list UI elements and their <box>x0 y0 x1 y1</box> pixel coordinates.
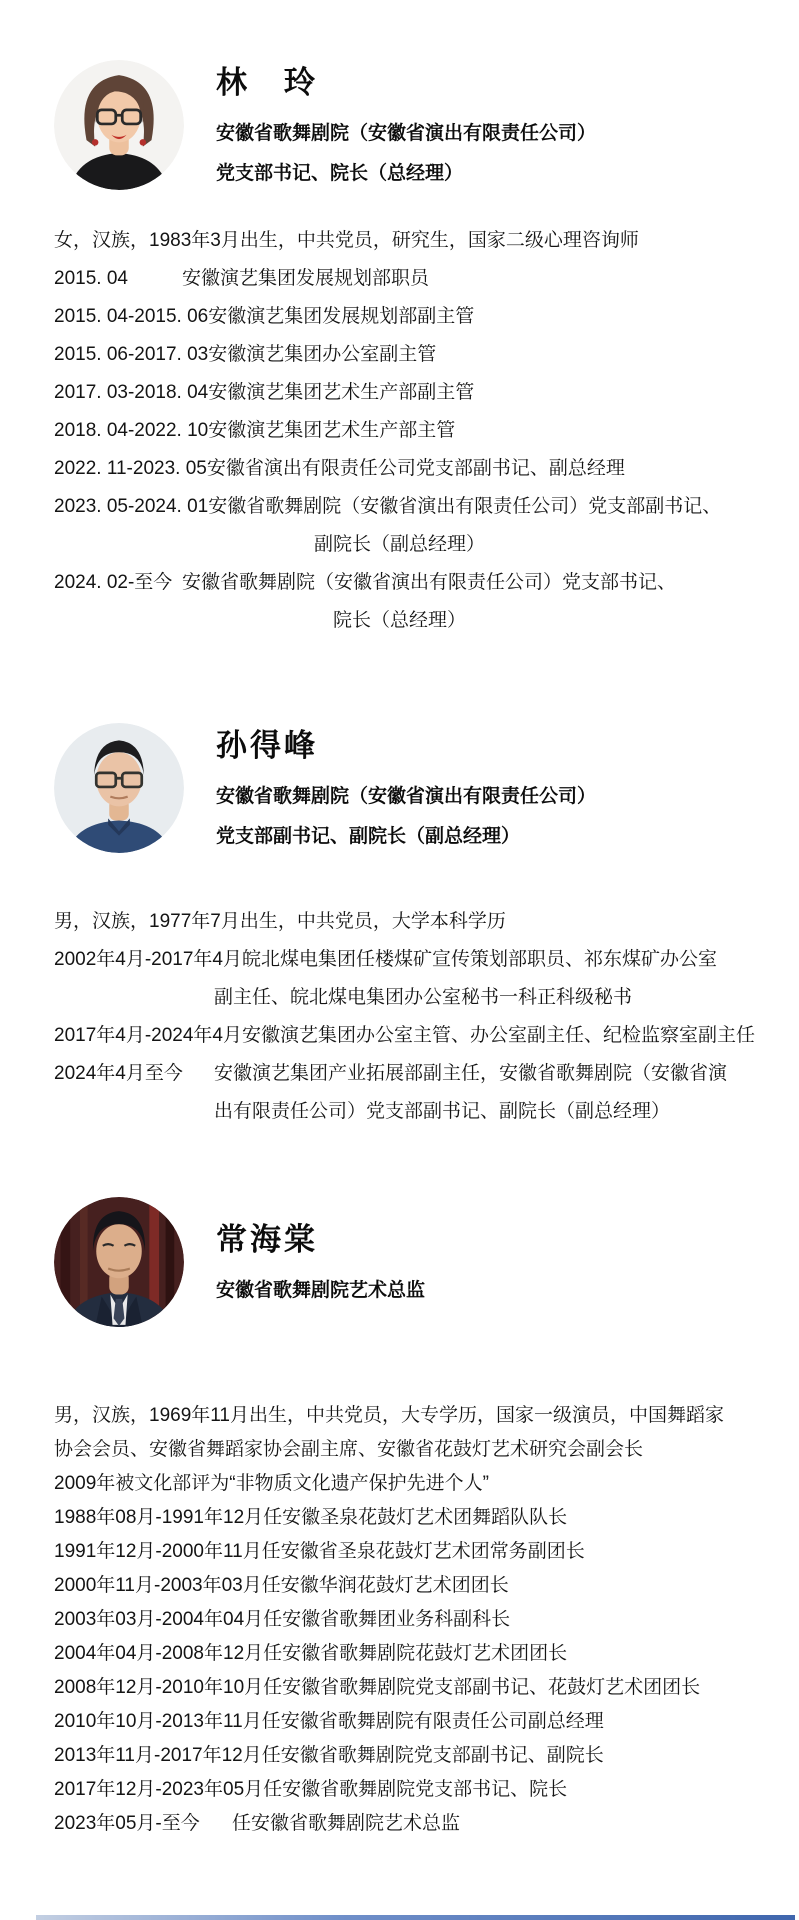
portrait-photo <box>54 60 184 190</box>
timeline-entry <box>54 298 745 336</box>
timeline-position: 任安徽省歌舞剧院花鼓灯艺术团团长 <box>263 1643 568 1664</box>
timeline-position: 安徽演艺集团艺术生产部主管 <box>208 420 456 441</box>
portrait-photo <box>54 1197 184 1327</box>
timeline-entry <box>54 374 745 412</box>
timeline-entry <box>54 1017 756 1055</box>
timeline-position: 任安徽省歌舞剧院艺术总监 <box>232 1813 461 1834</box>
timeline-position: 安徽省歌舞剧院（安徽省演出有限责任公司）党支部书记、 <box>182 572 677 593</box>
timeline-position: 安徽演艺集团办公室主管、办公室副主任、纪检监察室副主任 <box>242 1025 756 1046</box>
timeline-date: 2015. 04-2015. 06 <box>54 306 209 327</box>
biography-text-block <box>54 222 745 640</box>
timeline-entry <box>54 1569 745 1603</box>
timeline-position: 任安徽省圣泉花鼓灯艺术团常务副团长 <box>261 1541 585 1562</box>
timeline-entry <box>54 1807 745 1841</box>
timeline-entry <box>54 412 745 450</box>
timeline-date: 2010年10月-2013年11月 <box>54 1711 262 1732</box>
timeline-entry <box>54 488 745 526</box>
timeline-entry <box>54 1535 745 1569</box>
timeline-date: 2002年4月-2017年4月 <box>54 949 242 970</box>
profile-header <box>54 723 745 853</box>
timeline-position: 任安徽省歌舞团业务科副科长 <box>263 1609 511 1630</box>
timeline-position: 安徽演艺集团产业拓展部副主任，安徽省歌舞剧院（安徽省演 <box>214 1063 728 1084</box>
timeline-entry <box>54 1739 745 1773</box>
person-name: 林 玲 <box>216 64 318 101</box>
person-organization: 安徽省歌舞剧院艺术总监 <box>216 1279 426 1301</box>
timeline-position: 任安徽省歌舞剧院有限责任公司副总经理 <box>261 1711 604 1732</box>
timeline-date: 2015. 04 <box>54 268 128 289</box>
person-role: 党支部副书记、副院长（副总经理） <box>216 825 521 847</box>
timeline-date: 1988年08月-1991年12月 <box>54 1507 264 1528</box>
timeline-date: 2022. 11-2023. 05 <box>54 458 207 479</box>
timeline-entry <box>54 1603 745 1637</box>
timeline-date: 2023. 05-2024. 01 <box>54 496 209 517</box>
timeline-position: 安徽演艺集团发展规划部副主管 <box>208 306 475 327</box>
timeline-date: 2018. 04-2022. 10 <box>54 420 209 441</box>
timeline-entry <box>54 1705 745 1739</box>
profile-head-text <box>216 57 596 194</box>
timeline-date: 2004年04月-2008年12月 <box>54 1643 264 1664</box>
timeline-date: 2017. 03-2018. 04 <box>54 382 209 403</box>
bio-line: 副院长（副总经理） <box>313 534 485 555</box>
person-organization: 安徽省歌舞剧院（安徽省演出有限责任公司） <box>216 785 597 807</box>
portrait-photo <box>54 723 184 853</box>
timeline-date: 2017年12月-2023年05月 <box>54 1779 264 1800</box>
bio-line: 女，汉族，1983年3月出生，中共党员，研究生，国家二级心理咨询师 <box>54 230 639 251</box>
timeline-entry <box>54 941 745 979</box>
timeline-position: 任安徽华润花鼓灯艺术团团长 <box>261 1575 509 1596</box>
timeline-position: 安徽省歌舞剧院（安徽省演出有限责任公司）党支部副书记、 <box>208 496 722 517</box>
timeline-date: 2003年03月-2004年04月 <box>54 1609 264 1630</box>
biography-text-block <box>54 1399 745 1841</box>
person-name: 常海棠 <box>216 1221 318 1258</box>
biography-text-block <box>54 903 756 1131</box>
timeline-entry <box>54 564 745 602</box>
timeline-position: 皖北煤电集团任楼煤矿宣传策划部职员、祁东煤矿办公室 <box>242 949 718 970</box>
timeline-position: 安徽演艺集团办公室副主管 <box>208 344 437 365</box>
timeline-date: 2017年4月-2024年4月 <box>54 1025 242 1046</box>
timeline-entry <box>54 336 745 374</box>
timeline-position: 任安徽圣泉花鼓灯艺术团舞蹈队队长 <box>263 1507 568 1528</box>
bio-line: 男，汉族，1977年7月出生，中共党员，大学本科学历 <box>54 911 506 932</box>
bio-line: 副主任、皖北煤电集团办公室秘书一科正科级秘书 <box>214 987 633 1008</box>
bio-line: 出有限责任公司）党支部副书记、副院长（副总经理） <box>214 1101 671 1122</box>
timeline-date: 2024年4月至今 <box>54 1063 183 1084</box>
timeline-date: 2013年11月-2017年12月 <box>54 1745 262 1766</box>
profile-section-sun-defeng <box>54 723 756 1131</box>
timeline-entry <box>54 1501 745 1535</box>
profile-header <box>54 60 745 190</box>
profile-section-chang-haitang <box>54 1197 745 1841</box>
timeline-position: 安徽演艺集团发展规划部职员 <box>182 268 430 289</box>
timeline-date: 2008年12月-2010年10月 <box>54 1677 264 1698</box>
timeline-position: 任安徽省歌舞剧院党支部副书记、副院长 <box>261 1745 604 1766</box>
timeline-date: 2023年05月-至今 <box>54 1813 200 1834</box>
timeline-position: 任安徽省歌舞剧院党支部副书记、花鼓灯艺术团团长 <box>263 1677 701 1698</box>
man-portrait-image <box>54 723 184 853</box>
timeline-entry <box>54 1671 745 1705</box>
profile-head-text <box>216 720 596 857</box>
bio-line: 协会会员、安徽省舞蹈家协会副主席、安徽省花鼓灯艺术研究会副会长 <box>54 1439 644 1460</box>
man-portrait-image <box>54 1197 184 1327</box>
timeline-position: 任安徽省歌舞剧院党支部书记、院长 <box>263 1779 568 1800</box>
profile-head-text <box>216 1214 425 1311</box>
timeline-position: 安徽省演出有限责任公司党支部副书记、副总经理 <box>206 458 625 479</box>
bio-line: 院长（总经理） <box>332 610 466 631</box>
timeline-date: 1991年12月-2000年11月 <box>54 1541 262 1562</box>
bio-line: 男，汉族，1969年11月出生，中共党员，大专学历，国家一级演员，中国舞蹈家 <box>54 1405 724 1426</box>
timeline-entry <box>54 1055 745 1093</box>
profile-section-lin-ling <box>54 60 745 640</box>
timeline-position: 安徽演艺集团艺术生产部副主管 <box>208 382 475 403</box>
timeline-entry <box>54 260 745 298</box>
woman-portrait-image <box>54 60 184 190</box>
profile-header <box>54 1197 745 1327</box>
timeline-date: 2015. 06-2017. 03 <box>54 344 209 365</box>
timeline-date: 2024. 02-至今 <box>54 572 173 593</box>
person-organization: 安徽省歌舞剧院（安徽省演出有限责任公司） <box>216 122 597 144</box>
person-role: 党支部书记、院长（总经理） <box>216 162 464 184</box>
person-name: 孙得峰 <box>216 727 318 764</box>
timeline-entry <box>54 1773 745 1807</box>
timeline-date: 2000年11月-2003年03月 <box>54 1575 262 1596</box>
bottom-divider-line <box>36 1915 795 1920</box>
timeline-entry <box>54 450 745 488</box>
timeline-entry <box>54 1637 745 1671</box>
bio-line: 2009年被文化部评为“非物质文化遗产保护先进个人” <box>54 1473 489 1494</box>
